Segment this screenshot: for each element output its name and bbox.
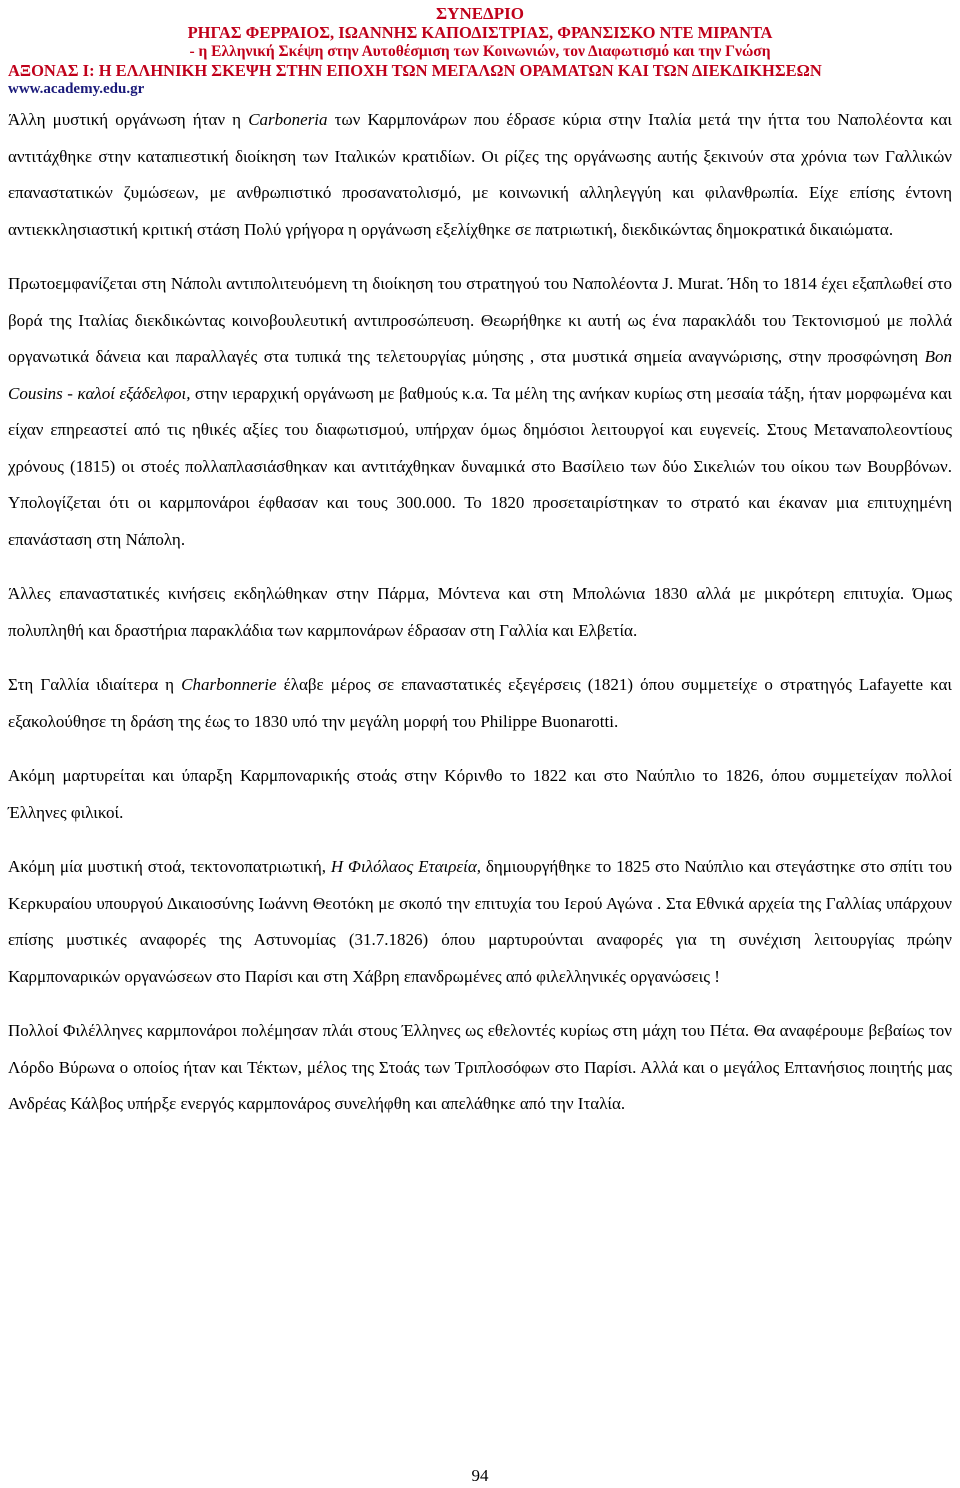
paragraph-1 — [8, 102, 952, 248]
paragraph-7: Πολλοί Φιλέλληνες καρμπονάροι πολέμησαν πλάι στους Έλληνες ως εθελοντές κυρίως στη μάχη του Πέτα. Θα αναφέρουμε βεβαίως τον Λόρδο Βύρωνα ο οποίος ήταν και Τέκτων, μέλος της Στοάς των Τριπλοσόφων στο Παρίσι. Αλλά και ο μεγάλος Επτανήσιος ποιητής μας Ανδρέας Κάλβος υπήρξε ενεργός καρμπονάρος συνελήφθη και απελάθηκε από την Ιταλία. — [8, 1021, 952, 1113]
page-number: 94 — [471, 1466, 489, 1485]
paragraph-2 — [8, 266, 952, 558]
text-span: Στη Γαλλία ιδιαίτερα η — [8, 675, 182, 694]
text-span: Ακόμη μία μυστική στοά, τεκτονοπατριωτική, — [8, 857, 331, 876]
conference-header — [0, 4, 960, 99]
conference-label: ΣΥΝΕΔΡΙΟ — [436, 4, 524, 23]
text-span: Πρωτοεμφανίζεται στη Νάπολι αντιπολιτευόμενη τη διοίκηση του στρατηγού του Ναπολέοντα J. Murat. Ήδη το 1814 έχει εξαπλωθεί στο βορά της Ιταλίας διεκδικώντας κοινοβουλευτική αντιπροσώπευση. Θεωρήθηκε κι αυτή ως ένα παρακλάδι του Τεκτονισμού με πολλά οργανωτικά δάνεια και παραλλαγές στα τυπικά της τελετουργίας μύησης , στα μυστικά σημεία αναγνώρισης, στην προσφώνηση — [8, 274, 952, 366]
paragraph-6 — [8, 849, 952, 995]
paragraph-3: Άλλες επαναστατικές κινήσεις εκδηλώθηκαν στην Πάρμα, Μόντενα και στη Μπολώνια 1830 αλλά με μικρότερη επιτυχία. Όμως πολυπληθή και δραστήρια παρακλάδια των καρμπονάρων έδρασαν στη Γαλλία και Ελβετία. — [8, 584, 952, 640]
text-span: στην ιεραρχική οργάνωση με βαθμούς κ.α. Τα μέλη της ανήκαν κυρίως στη μεσαία τάξη, ήταν μορφωμένα και είχαν επηρεαστεί από τις ηθικές αξίες του διαφωτισμού, υπήρχαν όμως δημόσιοι λειτουργοί και ευγενείς. Στους Μεταναπολεοντίους χρόνους (1815) οι στοές πολλαπλασιάσθηκαν και αντιτάχθηκαν δυναμικά στο Βασίλειο των δύο Σικελιών του οίκου των Βουρβόνων. Υπολογίζεται ότι οι καρμπονάροι έφθασαν και τους 300.000. Το 1820 προσεταιρίστηκαν το στρατό και έκαναν μια επιτυχημένη επανάσταση στη Νάπολη. — [8, 383, 952, 549]
website-url: www.academy.edu.gr — [8, 81, 145, 97]
text-span: έλαβε μέρος σε επαναστατικές εξεγέρσεις (1821) όπου συμμετείχε ο στρατηγός Lafayette και εξακολούθησε τη δράση της έως το 1830 υπό την μεγάλη μορφή του Philippe Buonarotti. — [8, 675, 952, 731]
italic-term: Charbonnerie — [181, 675, 277, 694]
italic-term: Carboneria — [248, 110, 328, 129]
text-span: δημιουργήθηκε το 1825 στο Ναύπλιο και στεγάστηκε στο σπίτι του Κερκυραίου υπουργού Δικαιοσύνης Ιωάννη Θεοτόκη με σκοπό την επιτυχία του Ιερού Αγώνα . Στα Εθνικά αρχεία της Γαλλίας υπάρχουν επίσης μυστικές αναφορές της Αστυνομίας (31.7.1826) όπου μαρτυρούνται αναφορές για τη συνέχιση λειτουργίας πρώην Καρμποναρικών οργανώσεων στο Παρίσι και στη Χάβρη επανδρωμένες από φιλελληνικές οργανώσεις ! — [8, 857, 953, 986]
paragraph-5: Ακόμη μαρτυρείται και ύπαρξη Καρμποναρικής στοάς στην Κόρινθο το 1822 και στο Ναύπλιο το 1826, όπου συμμετείχαν πολλοί Έλληνες φιλικοί. — [8, 766, 952, 822]
text-span: Άλλη μυστική οργάνωση ήταν η — [8, 110, 249, 129]
conference-title: ΡΗΓΑΣ ΦΕΡΡΑΙΟΣ, ΙΩΑΝΝΗΣ ΚΑΠΟΔΙΣΤΡΙΑΣ, ΦΡΑΝΣΙΣΚΟ ΝΤΕ ΜΙΡΑΝΤΑ — [187, 23, 773, 42]
italic-term: Bon Cousins - καλοί εξάδελφοι, — [8, 347, 952, 403]
document-body — [8, 102, 952, 1123]
paragraph-4 — [8, 667, 952, 740]
italic-term: Η Φιλόλαος Εταιρεία, — [330, 857, 481, 876]
axis-title: ΑΞΟΝΑΣ Ι: Η ΕΛΛΗΝΙΚΗ ΣΚΕΨΗ ΣΤΗΝ ΕΠΟΧΗ ΤΩΝ ΜΕΓΑΛΩΝ ΟΡΑΜΑΤΩΝ ΚΑΙ ΤΩΝ ΔΙΕΚΔΙΚΗΣΕΩΝ — [8, 61, 822, 80]
conference-subtitle: - η Ελληνική Σκέψη στην Αυτοθέσμιση των Κοινωνιών, τον Διαφωτισμό και την Γνώση — [189, 43, 771, 60]
text-span: των Καρμπονάρων που έδρασε κύρια στην Ιταλία μετά την ήττα του Ναπολέοντα και αντιτάχθηκε στην καταπιεστική διοίκηση των Ιταλικών κρατιδίων. Οι ρίζες της οργάνωσης αυτής ξεκινούν στα χρόνια των Γαλλικών επαναστατικών ζυμώσεων, με ανθρωπιστικό προσανατολισμό, με κοινωνική αλληλεγγύη και φιλανθρωπία. Είχε επίσης έντονη αντιεκκλησιαστική κριτική στάση Πολύ γρήγορα η οργάνωση εξελίχθηκε σε πατριωτική, διεκδικώντας δημοκρατικά δικαιώματα. — [8, 110, 952, 239]
